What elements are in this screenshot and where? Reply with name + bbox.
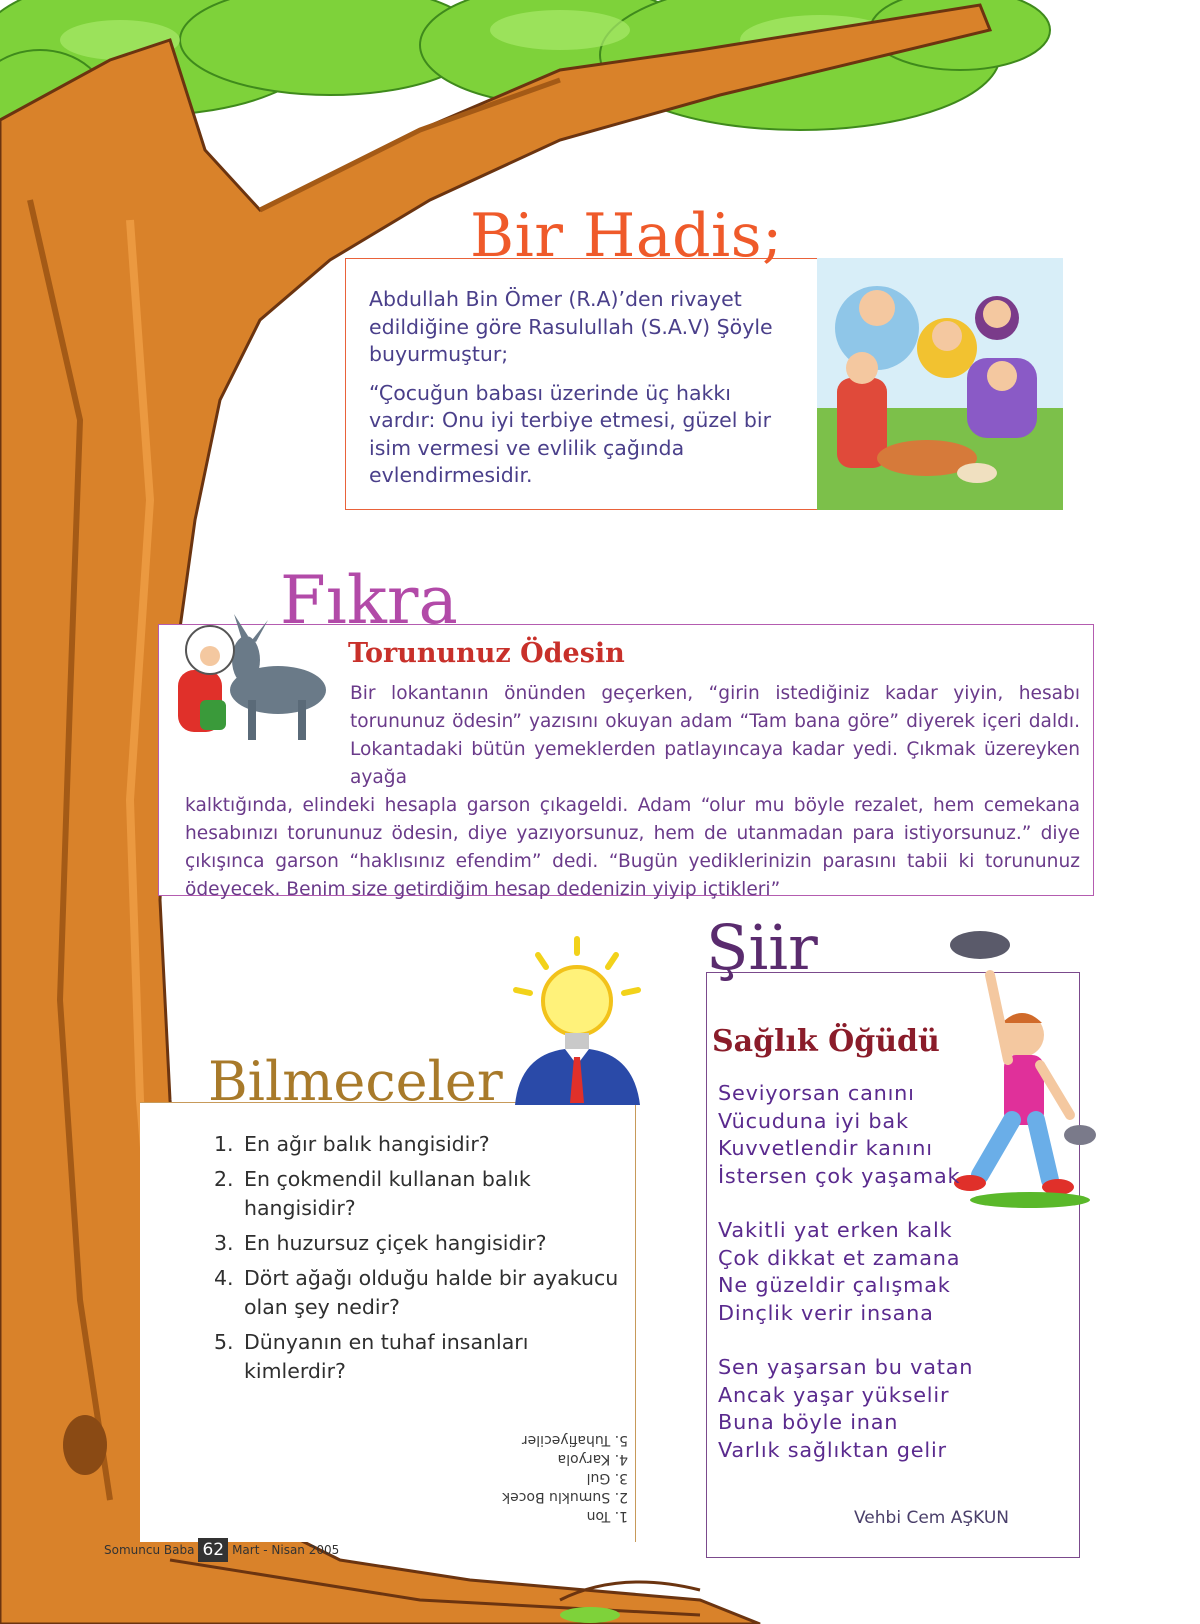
riddle-item (210, 1130, 630, 1159)
poem-line: Buna böyle inan (718, 1410, 899, 1434)
poem-stanza (718, 1080, 1038, 1190)
riddle-number: 1. (214, 1132, 234, 1156)
poem-line: İstersen çok yaşamak (718, 1163, 961, 1188)
family-illustration (817, 258, 1063, 510)
poem-line: Vücuduna iyi bak (718, 1108, 909, 1133)
riddle-text: En huzursuz çiçek hangisidir? (244, 1231, 547, 1255)
page-footer (104, 1538, 339, 1562)
poem-line: Ancak yaşar yükselir (718, 1382, 950, 1407)
riddle-number: 4. (214, 1266, 234, 1290)
riddle-item (210, 1264, 630, 1322)
fikra-subtitle: Torununuz Ödesin (348, 638, 625, 669)
poem-line: Sen yaşarsan bu vatan (718, 1355, 974, 1379)
fikra-text (185, 680, 1080, 904)
fikra-text-first: Bir lokantanın önünden geçerken, “girin istediğiniz kadar yiyin, hesabı torununuz ödesin” yazısını okuyan adam “Tam bana göre” diyerek içeri daldı. Lokantadaki bütün yemeklerden patlayıncaya kadar yedi. Çıkmak üzereyken ayağa (350, 683, 1080, 788)
hadis-quote: “Çocuğun babası üzerinde üç hakkı vardır: Onu iyi terbiye etmesi, güzel bir isim vermesi ve evlilik çağında evlendirmesidir. (369, 380, 772, 487)
magazine-name: Somuncu Baba (104, 1543, 195, 1557)
riddle-answer: 3. Gul (586, 1470, 628, 1486)
hadis-text (369, 286, 789, 501)
riddle-answers-upside-down (440, 1430, 628, 1525)
poem-stanza (718, 1354, 1038, 1464)
poem-line: Varlık sağlıktan gelir (718, 1437, 947, 1462)
lightbulb-head-illustration (510, 935, 645, 1105)
fikra-text-rest: kalktığında, elindeki hesapla garson çıkageldi. Adam “olur mu böyle rezalet, hem cemekana hesabınızı torununuz ödesin, diye yazıyorsunuz, hem de utanmadan para istiyorsunuz.” diye çıkışınca garson “haklısınız efendim” dedi. “Bugün yediklerinizin parasını tabii ki torununuz ödeyecek. Benim size getirdiğim hesap dedenizin yiyip içtikleri” (185, 795, 1080, 900)
poem-line: Kuvvetlendir kanını (718, 1136, 933, 1160)
riddle-number: 2. (214, 1167, 234, 1191)
riddle-list (210, 1130, 630, 1392)
hadis-title: Bir Hadis; (470, 201, 783, 271)
siir-subtitle: Sağlık Öğüdü (712, 1024, 940, 1059)
poem-line: Seviyorsan canını (718, 1081, 915, 1105)
page-number: 62 (198, 1538, 228, 1562)
riddle-answer: 4. Karyola (557, 1451, 628, 1467)
riddle-number: 5. (214, 1330, 234, 1354)
fikra-title: Fıkra (280, 562, 458, 639)
riddle-answer: 5. Tuhafiyeciler (521, 1432, 628, 1448)
riddle-text: Dünyanın en tuhaf insanları kimlerdir? (244, 1330, 529, 1383)
bilmeceler-title: Bilmeceler (208, 1050, 503, 1113)
poem (718, 1080, 1038, 1491)
poem-author: Vehbi Cem AŞKUN (854, 1508, 1010, 1528)
siir-title: Şiir (706, 911, 818, 984)
riddle-answer: 2. Sumuklu Bocek (502, 1489, 628, 1505)
poem-line: Dinçlik verir insana (718, 1300, 934, 1325)
riddle-answer: 1. Ton (586, 1508, 628, 1524)
riddle-item (210, 1229, 630, 1258)
riddle-item (210, 1328, 630, 1386)
hadis-intro: Abdullah Bin Ömer (R.A)’den rivayet edildiğine göre Rasulullah (S.A.V) Şöyle buyurmuştur; (369, 287, 773, 366)
riddle-text: En çokmendil kullanan balık hangisidir? (244, 1167, 531, 1220)
poem-line: Ne güzeldir çalışmak (718, 1273, 951, 1297)
riddle-number: 3. (214, 1231, 234, 1255)
poem-stanza (718, 1217, 1038, 1327)
riddle-text: En ağır balık hangisidir? (244, 1132, 490, 1156)
issue-date: Mart - Nisan 2005 (232, 1543, 340, 1557)
riddle-item (210, 1165, 630, 1223)
poem-line: Çok dikkat et zamana (718, 1245, 961, 1270)
poem-line: Vakitli yat erken kalk (718, 1218, 953, 1242)
riddle-text: Dört ağağı olduğu halde bir ayakucu olan şey nedir? (244, 1266, 619, 1319)
